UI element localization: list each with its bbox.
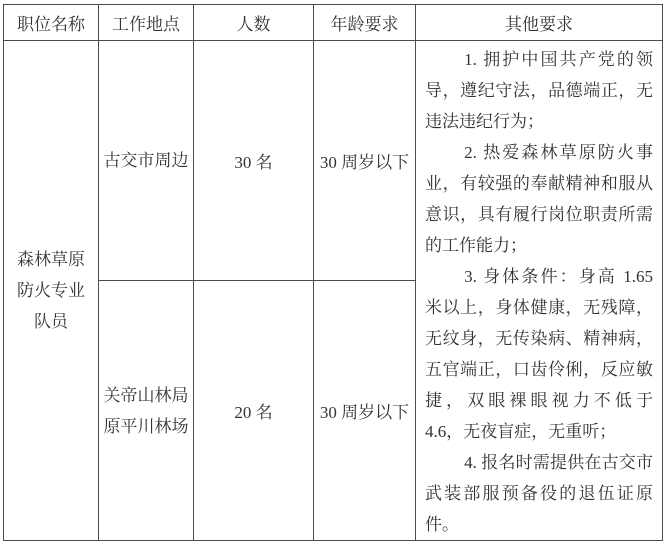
requirement-item: 2. 热爱森林草原防火事业，有较强的奉献精神和服从意识，具有履行岗位职责所需的工作能力； [425,143,653,255]
location-cell [99,281,194,541]
requirement-item: 1. 拥护中国共产党的领导，遵纪守法，品德端正，无违法违纪行为； [425,50,653,131]
headcount-cell: 20 名 [194,281,314,541]
header-position-name: 职位名称 [4,5,99,41]
header-row [4,5,663,41]
header-other-requirements: 其他要求 [416,5,663,41]
location-line: 原平川林场 [103,416,189,436]
position-name-line: 防火专业 [17,281,85,300]
position-name-line: 森林草原 [17,250,85,269]
headcount-cell: 30 名 [194,41,314,281]
header-age-requirement: 年龄要求 [314,5,416,41]
table-row [4,41,663,281]
position-name-cell [4,41,99,541]
other-requirements-cell [416,41,663,541]
location-line: 古交市周边 [103,151,189,171]
location-line: 关帝山林局 [103,385,189,405]
position-name-line: 队员 [34,312,68,331]
location-cell [99,41,194,281]
job-requirements-table [3,4,663,541]
age-cell: 30 周岁以下 [314,281,416,541]
requirement-item: 4. 报名时需提供在古交市武装部服预备役的退伍证原件。 [425,453,653,534]
header-work-location: 工作地点 [99,5,194,41]
age-cell: 30 周岁以下 [314,41,416,281]
requirement-item: 3. 身体条件：身高 1.65 米以上，身体健康，无残障，无纹身，无传染病、精神病，五官端正，口齿伶俐，反应敏捷，双眼裸眼视力不低于 4.6，无夜盲症，无重听； [425,267,653,441]
header-headcount: 人数 [194,5,314,41]
